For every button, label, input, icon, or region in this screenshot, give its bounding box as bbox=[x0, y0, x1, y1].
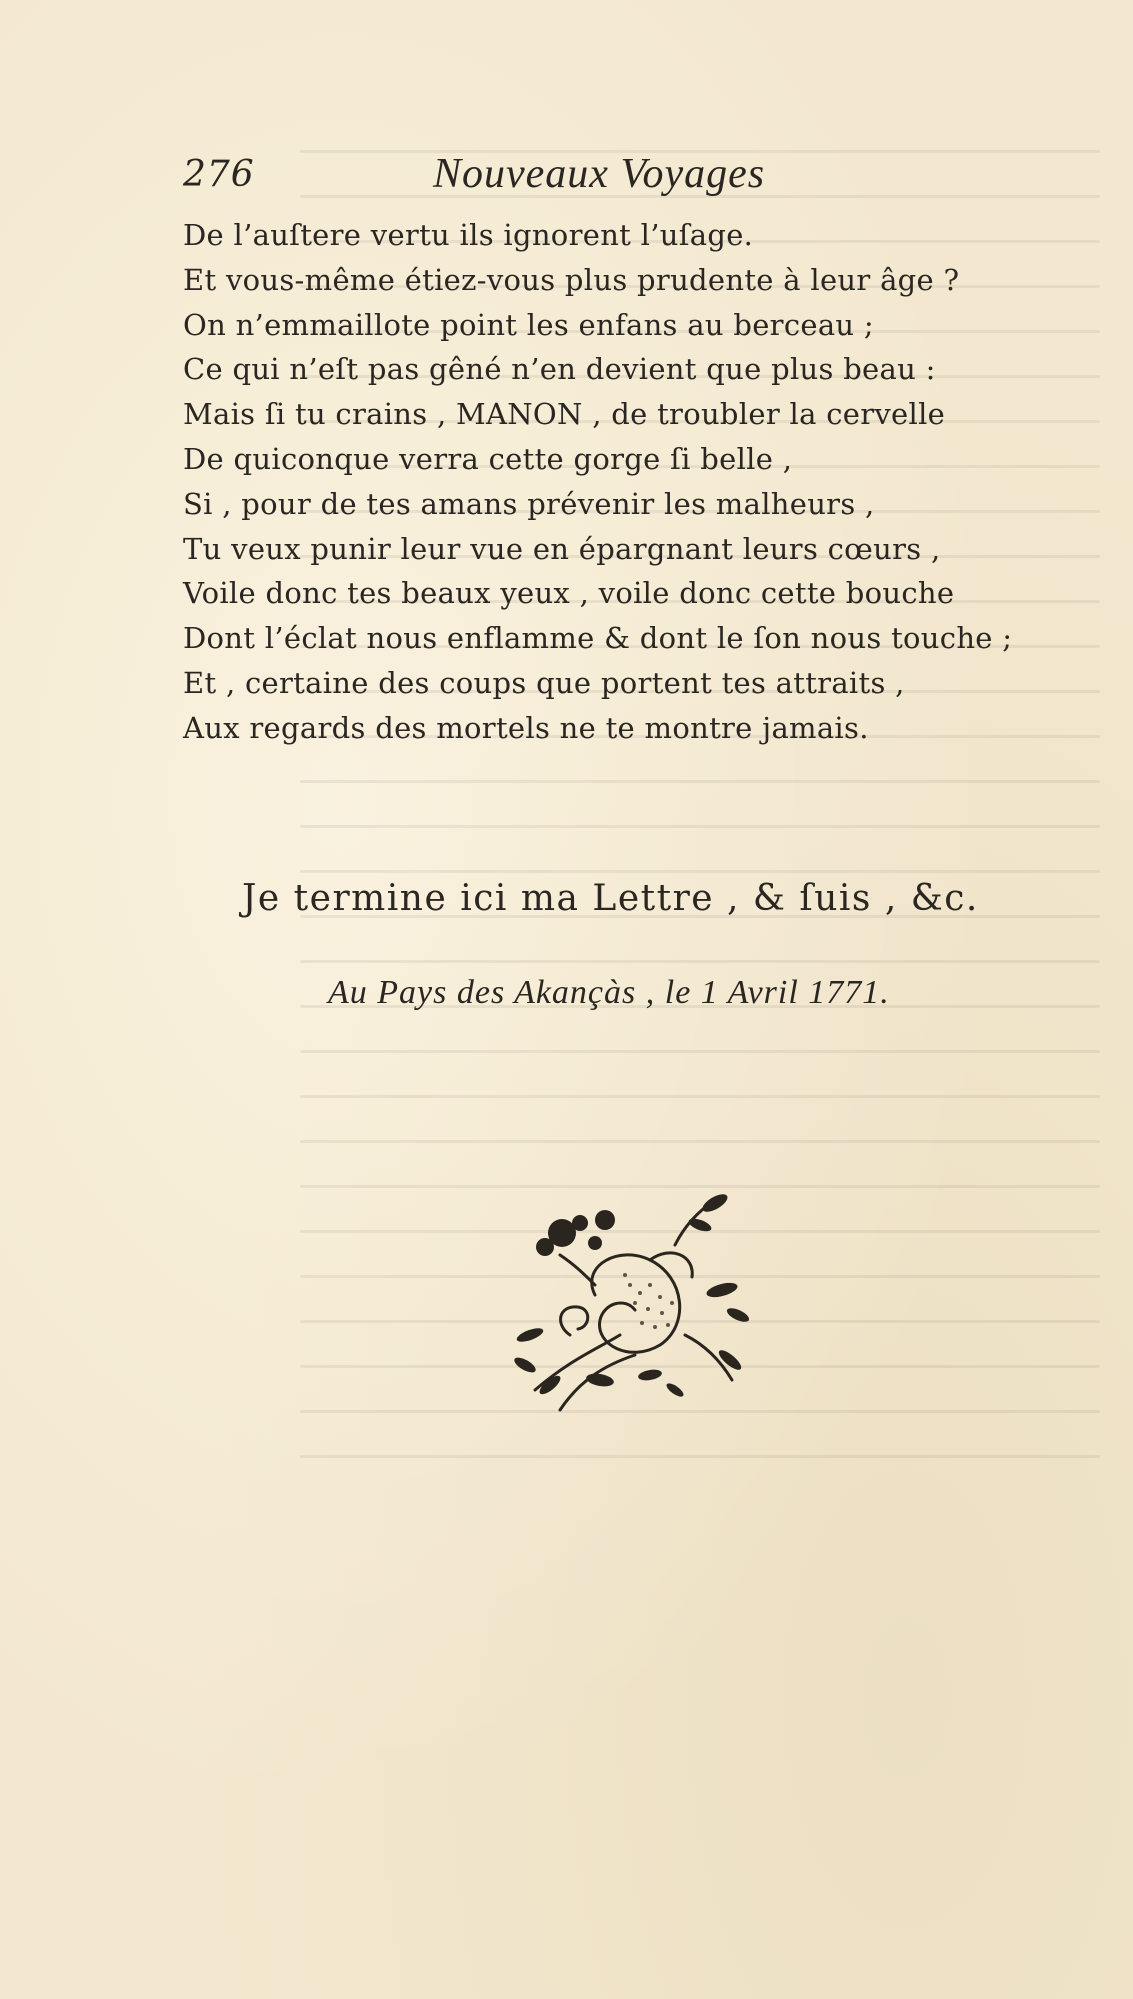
running-title: Nouveaux Voyages bbox=[433, 151, 766, 197]
running-header bbox=[183, 150, 823, 202]
floral-vignette-icon bbox=[500, 1185, 760, 1425]
verse-line: Aux regards des mortels ne te montre jamais. bbox=[183, 710, 869, 745]
verse-line: On n’emmaillote point les enfans au berceau ; bbox=[183, 307, 874, 342]
verse-line: Dont l’éclat nous enflamme & dont le ſon nous touche ; bbox=[183, 621, 1013, 656]
verse-line: Et , certaine des coups que portent tes attraits , bbox=[183, 665, 905, 700]
verse-line: Ce qui n’eſt pas gêné n’en devient que plus beau : bbox=[183, 352, 936, 387]
verse-line: De quiconque verra cette gorge ſi belle , bbox=[183, 441, 793, 476]
verse-line: Mais ſi tu crains , MANON , de troubler la cervelle bbox=[183, 397, 946, 432]
verse-line: Tu veux punir leur vue en épargnant leurs cœurs , bbox=[183, 531, 941, 566]
verse-line: Voile donc tes beaux yeux , voile donc cette bouche bbox=[183, 576, 955, 611]
verse-block bbox=[183, 213, 1063, 751]
verse-line: Et vous-même étiez-vous plus prudente à leur âge ? bbox=[183, 262, 960, 297]
verse-line: Si , pour de tes amans prévenir les malheurs , bbox=[183, 486, 875, 521]
letter-closing: Je termine ici ma Lettre , & ſuis , &c. bbox=[242, 878, 979, 919]
verse-line: De l’auſtere vertu ils ignorent l’uſage. bbox=[183, 218, 754, 252]
page-number: 276 bbox=[183, 154, 255, 195]
letter-dateline: Au Pays des Akançàs , le 1 Avril 1771. bbox=[328, 974, 890, 1011]
